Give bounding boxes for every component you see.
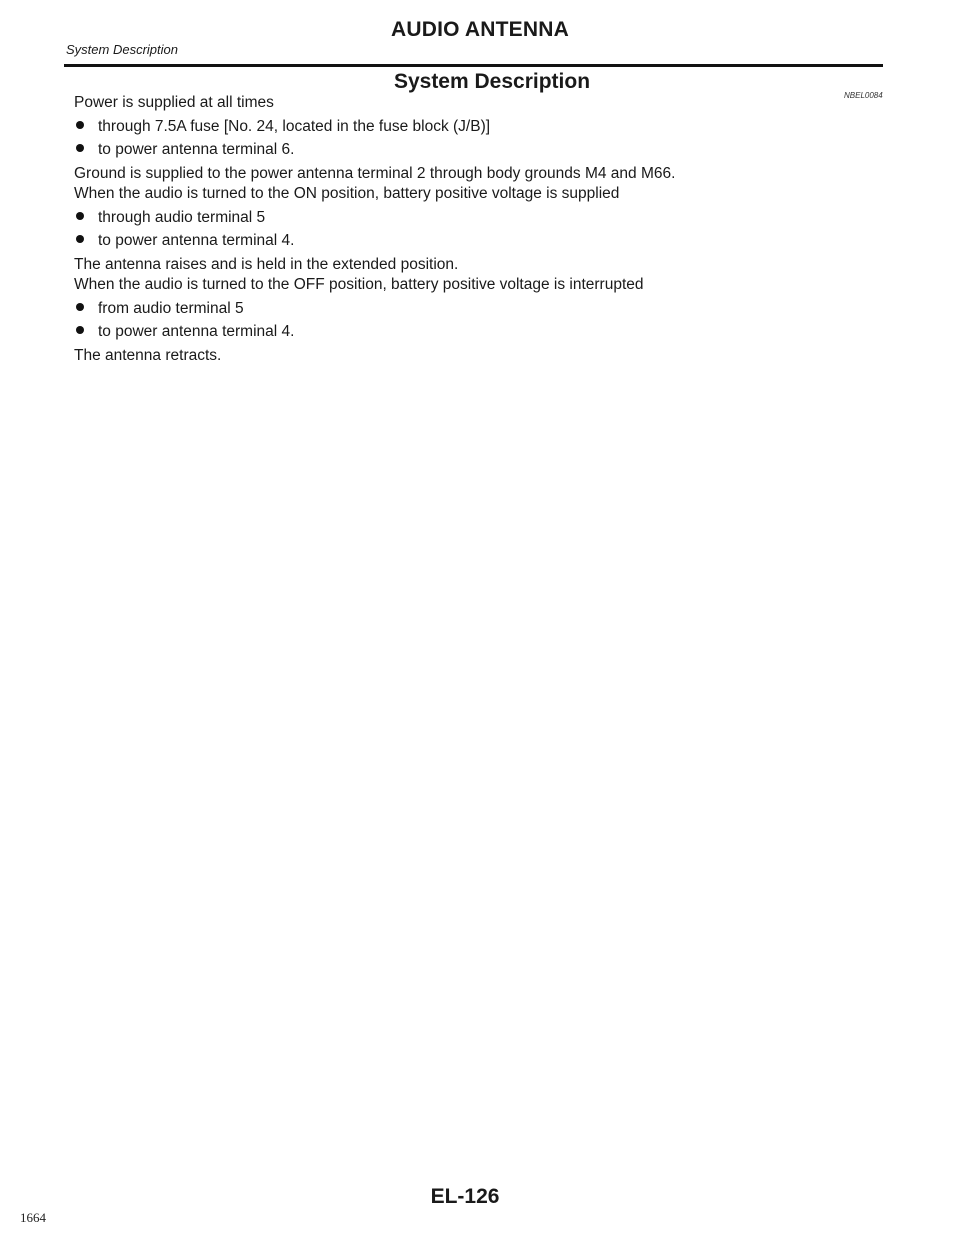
paragraph: When the audio is turned to the ON position, battery positive voltage is supplied	[74, 185, 620, 202]
bullet-icon	[76, 303, 84, 311]
bullet-item	[74, 322, 874, 343]
page-title: AUDIO ANTENNA	[391, 18, 569, 41]
reference-code: NBEL0084	[844, 91, 883, 100]
page-number: EL-126	[430, 1185, 500, 1208]
print-page-number: 1664	[20, 1210, 46, 1225]
bullet-item	[74, 299, 874, 320]
bullet-text: to power antenna terminal 4.	[98, 323, 295, 340]
bullet-text: through 7.5A fuse [No. 24, located in the fuse block (J/B)]	[98, 117, 491, 135]
section-title: System Description	[393, 70, 591, 93]
paragraph: The antenna raises and is held in the extended position.	[74, 255, 459, 273]
header-rule	[64, 64, 883, 67]
bullet-text: to power antenna terminal 6.	[98, 141, 295, 158]
bullet-item	[74, 208, 874, 229]
running-head: System Description	[66, 42, 178, 57]
bullet-text: to power antenna terminal 4.	[98, 232, 295, 249]
bullet-item	[74, 117, 874, 138]
paragraph: When the audio is turned to the OFF position, battery positive voltage is interrupted	[74, 276, 644, 293]
bullet-icon	[76, 121, 84, 129]
paragraph: Ground is supplied to the power antenna terminal 2 through body grounds M4 and M66.	[74, 164, 676, 182]
paragraph: Power is supplied at all times	[74, 94, 274, 111]
bullet-text: through audio terminal 5	[98, 208, 266, 226]
bullet-icon	[76, 212, 84, 220]
paragraph: The antenna retracts.	[74, 346, 222, 364]
bullet-icon	[76, 144, 84, 152]
bullet-item	[74, 140, 874, 161]
bullet-text: from audio terminal 5	[98, 299, 244, 317]
bullet-icon	[76, 235, 84, 243]
bullet-icon	[76, 326, 84, 334]
body-text	[74, 93, 874, 366]
bullet-item	[74, 231, 874, 252]
